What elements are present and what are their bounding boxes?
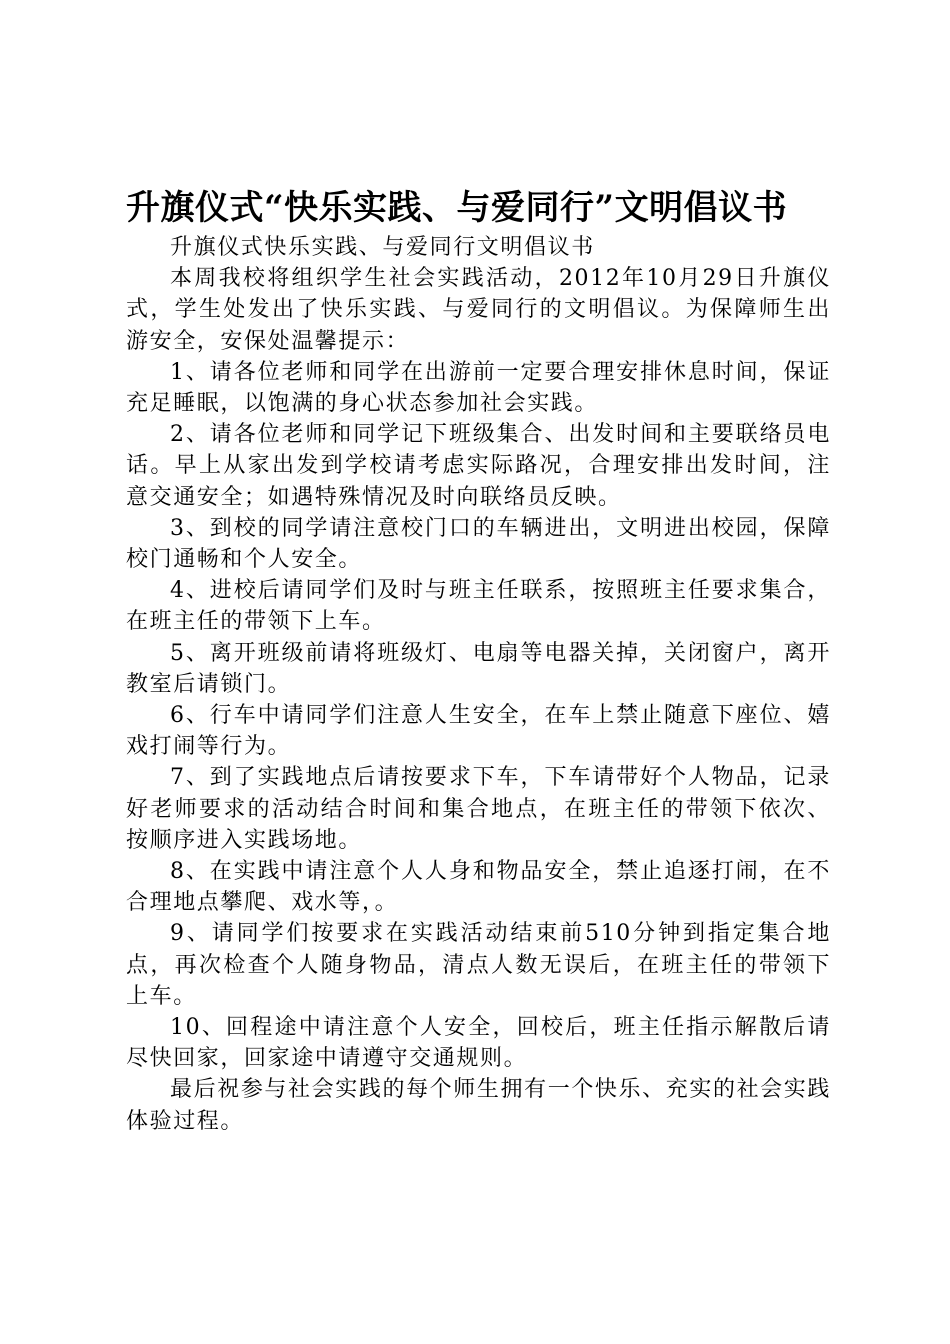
document-title: 升旗仪式“快乐实践、与爱同行”文明倡议书: [126, 188, 788, 228]
list-item: 6、行车中请同学们注意人生安全，在车上禁止随意下座位、嬉戏打闹等行为。: [126, 703, 831, 760]
list-item: 10、回程途中请注意个人安全，回校后，班主任指示解散后请尽快回家，回家途中请遵守交通规则。: [126, 1015, 831, 1072]
list-item: 7、到了实践地点后请按要求下车，下车请带好个人物品，记录好老师要求的活动结合时间和集合地点，在班主任的带领下依次、按顺序进入实践场地。: [126, 765, 831, 853]
list-item: 2、请各位老师和同学记下班级集合、出发时间和主要联络员电话。早上从家出发到学校请考虑实际路况，合理安排出发时间，注意交通安全；如遇特殊情况及时向联络员反映。: [126, 422, 831, 510]
document-subtitle: 升旗仪式快乐实践、与爱同行文明倡议书: [170, 235, 595, 260]
list-item: 8、在实践中请注意个人人身和物品安全，禁止追逐打闹，在不合理地点攀爬、戏水等，。: [126, 859, 831, 916]
list-item: 9、请同学们按要求在实践活动结束前510分钟到指定集合地点，再次检查个人随身物品，清点人数无误后，在班主任的带领下上车。: [126, 921, 831, 1009]
list-item: 3、到校的同学请注意校门口的车辆进出，文明进出校园，保障校门通畅和个人安全。: [126, 515, 831, 573]
list-item: 4、进校后请同学们及时与班主任联系，按照班主任要求集合，在班主任的带领下上车。: [126, 578, 831, 635]
intro-paragraph: 本周我校将组织学生社会实践活动，2012年10月29日升旗仪式，学生处发出了快乐实践、与爱同行的文明倡议。为保障师生出游安全，安保处温馨提示：: [126, 266, 831, 354]
document-body: [126, 232, 831, 1137]
closing-paragraph: 最后祝参与社会实践的每个师生拥有一个快乐、充实的社会实践体验过程。: [126, 1077, 831, 1134]
list-item: 5、离开班级前请将班级灯、电扇等电器关掉，关闭窗户，离开教室后请锁门。: [126, 640, 831, 697]
list-item: 1、请各位老师和同学在出游前一定要合理安排休息时间，保证充足睡眠，以饱满的身心状态参加社会实践。: [126, 359, 831, 417]
